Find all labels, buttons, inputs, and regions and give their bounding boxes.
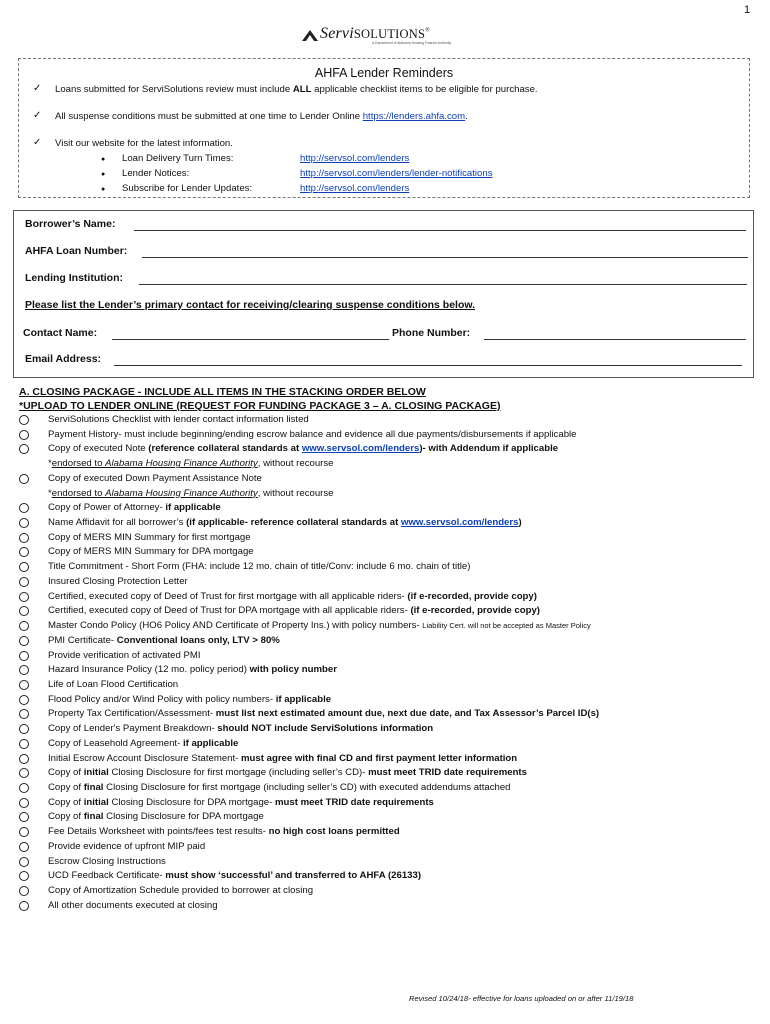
item-emphasis: initial — [83, 796, 109, 808]
item-main: Copy of executed Note — [48, 443, 149, 455]
loan-number-field[interactable] — [142, 257, 748, 258]
section-subheading: *UPLOAD TO LENDER ONLINE (REQUEST FOR FUNDING PACKAGE 3 – A. CLOSING PACKAGE) — [19, 400, 501, 412]
item-main: Provide evidence of upfront MIP paid — [48, 840, 206, 852]
item-checkbox[interactable] — [19, 739, 29, 749]
item-requirement: (if e-recorded, provide copy) — [410, 605, 540, 617]
item-emphasis: initial — [83, 767, 109, 779]
item-requirement: must agree with final CD and first payment letter information — [241, 752, 518, 764]
item-text — [48, 810, 264, 824]
item-checkbox[interactable] — [19, 842, 29, 852]
item-main: Copy of Leasehold Agreement- — [48, 737, 183, 749]
item-text — [48, 840, 205, 854]
item-checkbox[interactable] — [19, 474, 29, 484]
collateral-standards-link[interactable]: www.servsol.com/lenders — [400, 517, 519, 529]
reminder-1: ✓ Loans submitted for ServiSolutions review must include ALL applicable checklist items to be eligible for purchase. — [33, 83, 538, 95]
item-text — [48, 619, 591, 633]
item-main: PMI Certificate- — [48, 634, 117, 646]
item-main: Flood Policy and/or Wind Policy with policy numbers- — [48, 693, 276, 705]
bullet-icon: ● — [101, 156, 106, 163]
item-text — [48, 531, 251, 545]
item-main: Copy of — [48, 767, 84, 779]
logo-solutions: SOLUTIONS — [353, 27, 426, 41]
item-checkbox[interactable] — [19, 695, 29, 705]
item-main: Fee Details Worksheet with points/fees test results- — [48, 826, 269, 838]
item-checkbox[interactable] — [19, 533, 29, 543]
item-requirement: with policy number — [249, 664, 337, 676]
collateral-standards-link[interactable]: www.servsol.com/lenders — [301, 443, 420, 455]
link-url[interactable]: http://servsol.com/lenders — [300, 183, 410, 194]
item-checkbox[interactable] — [19, 768, 29, 778]
bullet-icon: ● — [101, 171, 106, 178]
item-main-cont: Closing Disclosure for DPA mortgage- — [108, 796, 275, 808]
item-main: Insured Closing Protection Letter — [48, 575, 188, 587]
item-text — [48, 825, 400, 839]
item-main: Copy of Lender's Payment Breakdown- — [48, 723, 218, 735]
institution-field[interactable] — [139, 284, 747, 285]
item-checkbox[interactable] — [19, 798, 29, 808]
item-main: Name Affidavit for all borrower’s — [48, 517, 187, 529]
item-checkbox[interactable] — [19, 709, 29, 719]
item-checkbox[interactable] — [19, 886, 29, 896]
phone-label: Phone Number: — [392, 327, 471, 339]
note-suffix: , without recourse — [257, 458, 334, 470]
item-text — [48, 604, 540, 618]
logo-tagline: A Department of Alabama Housing Finance Authority — [372, 41, 452, 45]
item-requirement: no high cost loans permitted — [268, 826, 400, 838]
note-text: endorsed to — [51, 487, 106, 499]
item-main: ServiSolutions Checklist with lender contact information listed — [48, 414, 309, 425]
roof-icon — [302, 29, 318, 41]
item-checkbox[interactable] — [19, 518, 29, 528]
item-main: Title Commitment - Short Form (FHA: include 12 mo. chain of title/Conv: include 6 mo. chain of title) — [48, 561, 471, 573]
item-requirement-cont: ) — [518, 517, 522, 529]
email-label: Email Address: — [25, 353, 102, 365]
item-text — [48, 869, 421, 883]
contact-name-field[interactable] — [112, 339, 389, 340]
note-authority: Alabama Housing Finance Authority — [105, 487, 258, 499]
reminders-title: AHFA Lender Reminders — [314, 66, 454, 80]
link-label: Subscribe for Lender Updates: — [122, 183, 253, 194]
item-main: Certified, executed copy of Deed of Trust for DPA mortgage with all applicable riders- — [48, 605, 411, 617]
item-text — [48, 575, 188, 589]
item-small-note: Liability Cert. will not be accepted as Master Policy — [422, 621, 591, 631]
logo-reg: ® — [425, 27, 430, 34]
link-url[interactable]: http://servsol.com/lenders/lender-notifications — [300, 168, 493, 179]
bullet-icon: ● — [101, 186, 106, 193]
item-main: Life of Loan Flood Certification — [48, 678, 179, 690]
item-checkbox[interactable] — [19, 783, 29, 793]
note-authority: Alabama Housing Finance Authority — [105, 458, 258, 470]
item-checkbox[interactable] — [19, 636, 29, 646]
item-main-cont: Closing Disclosure for DPA mortgage — [103, 811, 264, 823]
item-main: Copy of Power of Attorney- — [48, 502, 166, 514]
item-text — [48, 442, 558, 456]
item-text — [48, 457, 334, 471]
page-number: 1 — [744, 4, 751, 16]
item-text — [48, 884, 313, 898]
item-main: Initial Escrow Account Disclosure Statement- — [48, 752, 242, 764]
item-checkbox[interactable] — [19, 415, 29, 425]
item-checkbox[interactable] — [19, 503, 29, 513]
item-text — [48, 487, 334, 501]
item-requirement: must show ‘successful’ and transferred to AHFA (26133) — [165, 870, 422, 882]
item-requirement: (reference collateral standards at — [148, 443, 302, 455]
contact-name-label: Contact Name: — [23, 327, 98, 339]
item-emphasis: final — [83, 811, 104, 823]
item-main: Copy of Amortization Schedule provided to borrower at closing — [48, 885, 314, 897]
institution-label: Lending Institution: — [25, 272, 123, 284]
item-main: Copy of MERS MIN Summary for DPA mortgage — [48, 546, 254, 558]
lender-online-link[interactable]: https://lenders.ahfa.com — [362, 111, 466, 122]
email-field[interactable] — [114, 365, 742, 366]
item-text — [48, 663, 337, 677]
item-text — [48, 590, 537, 604]
item-text — [48, 649, 201, 663]
item-checkbox[interactable] — [19, 592, 29, 602]
item-checkbox[interactable] — [19, 651, 29, 661]
item-checkbox[interactable] — [19, 680, 29, 690]
item-text — [48, 501, 221, 515]
item-main: Provide verification of activated PMI — [48, 649, 201, 661]
link-url[interactable]: http://servsol.com/lenders — [300, 153, 410, 164]
item-requirement: must list next estimated amount due, next due date, and Tax Assessor’s Parcel ID(s) — [215, 708, 600, 720]
item-main: Hazard Insurance Policy (12 mo. policy period) — [48, 664, 250, 676]
item-checkbox[interactable] — [19, 812, 29, 822]
item-text — [48, 766, 527, 780]
lender-info-box — [13, 210, 754, 378]
note-text: endorsed to — [51, 458, 106, 470]
loan-number-label: AHFA Loan Number: — [25, 245, 128, 257]
item-main: UCD Feedback Certificate- — [48, 870, 166, 882]
revision-footer: Revised 10/24/18- effective for loans uploaded on or after 11/19/18 — [409, 994, 634, 1003]
item-main: Certified, executed copy of Deed of Trust for first mortgage with all applicable riders- — [48, 590, 408, 602]
item-checkbox[interactable] — [19, 754, 29, 764]
checkmark-icon: ✓ — [33, 137, 42, 148]
item-requirement-cont: )- with Addendum if applicable — [419, 443, 559, 455]
section-heading: A. CLOSING PACKAGE - INCLUDE ALL ITEMS IN THE STACKING ORDER BELOW — [19, 386, 426, 398]
item-checkbox[interactable] — [19, 871, 29, 881]
item-text — [48, 560, 470, 574]
item-main: Master Condo Policy (HO6 Policy AND Certificate of Property Ins.) with policy numbers- — [48, 620, 423, 632]
item-text — [48, 781, 511, 795]
item-main-cont: Closing Disclosure for first mortgage (including seller’s CD)- — [108, 767, 369, 779]
item-checkbox[interactable] — [19, 724, 29, 734]
servisolutions-logo — [302, 25, 452, 47]
item-requirement: must meet TRID date requirements — [274, 796, 434, 808]
item-text — [48, 545, 254, 559]
item-requirement: should NOT include ServiSolutions information — [217, 723, 434, 735]
item-main: All other documents executed at closing — [48, 899, 218, 911]
checkmark-icon: ✓ — [33, 83, 42, 94]
item-text — [48, 634, 280, 648]
item-main: Copy of — [48, 811, 84, 823]
item-text — [48, 899, 218, 913]
note-asterisk: * — [48, 458, 52, 470]
item-text — [48, 752, 517, 766]
item-main: Copy of — [48, 796, 84, 808]
link-label: Lender Notices: — [122, 168, 190, 179]
item-checkbox[interactable] — [19, 562, 29, 572]
item-text — [48, 693, 331, 707]
item-checkbox[interactable] — [19, 621, 29, 631]
item-checkbox[interactable] — [19, 547, 29, 557]
item-requirement: if applicable — [165, 502, 221, 514]
item-main: Escrow Closing Instructions — [48, 855, 166, 867]
item-requirement: (if applicable- reference collateral standards at — [186, 517, 401, 529]
item-text — [48, 413, 309, 427]
item-text — [48, 428, 577, 442]
item-checkbox[interactable] — [19, 444, 29, 454]
item-text — [48, 472, 262, 486]
item-text — [48, 796, 434, 810]
item-main: Copy of executed Down Payment Assistance Note — [48, 472, 262, 484]
item-text — [48, 722, 433, 736]
borrower-label: Borrower’s Name: — [25, 218, 116, 230]
item-main: Copy of — [48, 782, 84, 793]
item-checkbox[interactable] — [19, 665, 29, 675]
item-requirement: if applicable — [275, 693, 332, 705]
item-checkbox[interactable] — [19, 430, 29, 440]
item-text — [48, 707, 599, 721]
item-emphasis: final — [83, 782, 104, 793]
reminder-3: ✓ Visit our website for the latest information. — [33, 137, 233, 149]
link-label: Loan Delivery Turn Times: — [122, 153, 234, 164]
reminders-box — [18, 58, 750, 198]
item-main: Property Tax Certification/Assessment- — [48, 708, 216, 720]
item-requirement: (if e-recorded, provide copy) — [407, 590, 537, 602]
item-text — [48, 516, 522, 530]
item-checkbox[interactable] — [19, 606, 29, 616]
contact-note: Please list the Lender’s primary contact for receiving/clearing suspense conditions below. — [25, 299, 476, 311]
item-text — [48, 678, 178, 692]
reminder-2: ✓ All suspense conditions must be submitted at one time to Lender Online https://lenders.ahfa.com. — [33, 110, 468, 122]
borrower-field[interactable] — [134, 230, 746, 231]
note-asterisk: * — [48, 487, 52, 499]
phone-field[interactable] — [484, 339, 746, 340]
checkmark-icon: ✓ — [33, 110, 42, 121]
item-checkbox[interactable] — [19, 827, 29, 837]
item-text — [48, 855, 166, 869]
item-requirement: Conventional loans only, LTV > 80% — [116, 634, 280, 646]
item-checkbox[interactable] — [19, 577, 29, 587]
item-requirement: if applicable — [182, 737, 239, 749]
item-requirement: must meet TRID date requirements — [368, 767, 527, 779]
item-checkbox[interactable] — [19, 901, 29, 911]
item-main: Payment History- must include beginning/ending escrow balance and evidence all due payments/disbursements if applicable — [48, 428, 577, 440]
item-main: Copy of MERS MIN Summary for first mortgage — [48, 531, 251, 543]
note-suffix: , without recourse — [257, 487, 334, 499]
item-text — [48, 737, 238, 751]
item-main-cont: Closing Disclosure for first mortgage (including seller’s CD) with executed addendums attached — [103, 782, 511, 793]
logo-servi: Servi — [320, 25, 354, 42]
item-checkbox[interactable] — [19, 857, 29, 867]
